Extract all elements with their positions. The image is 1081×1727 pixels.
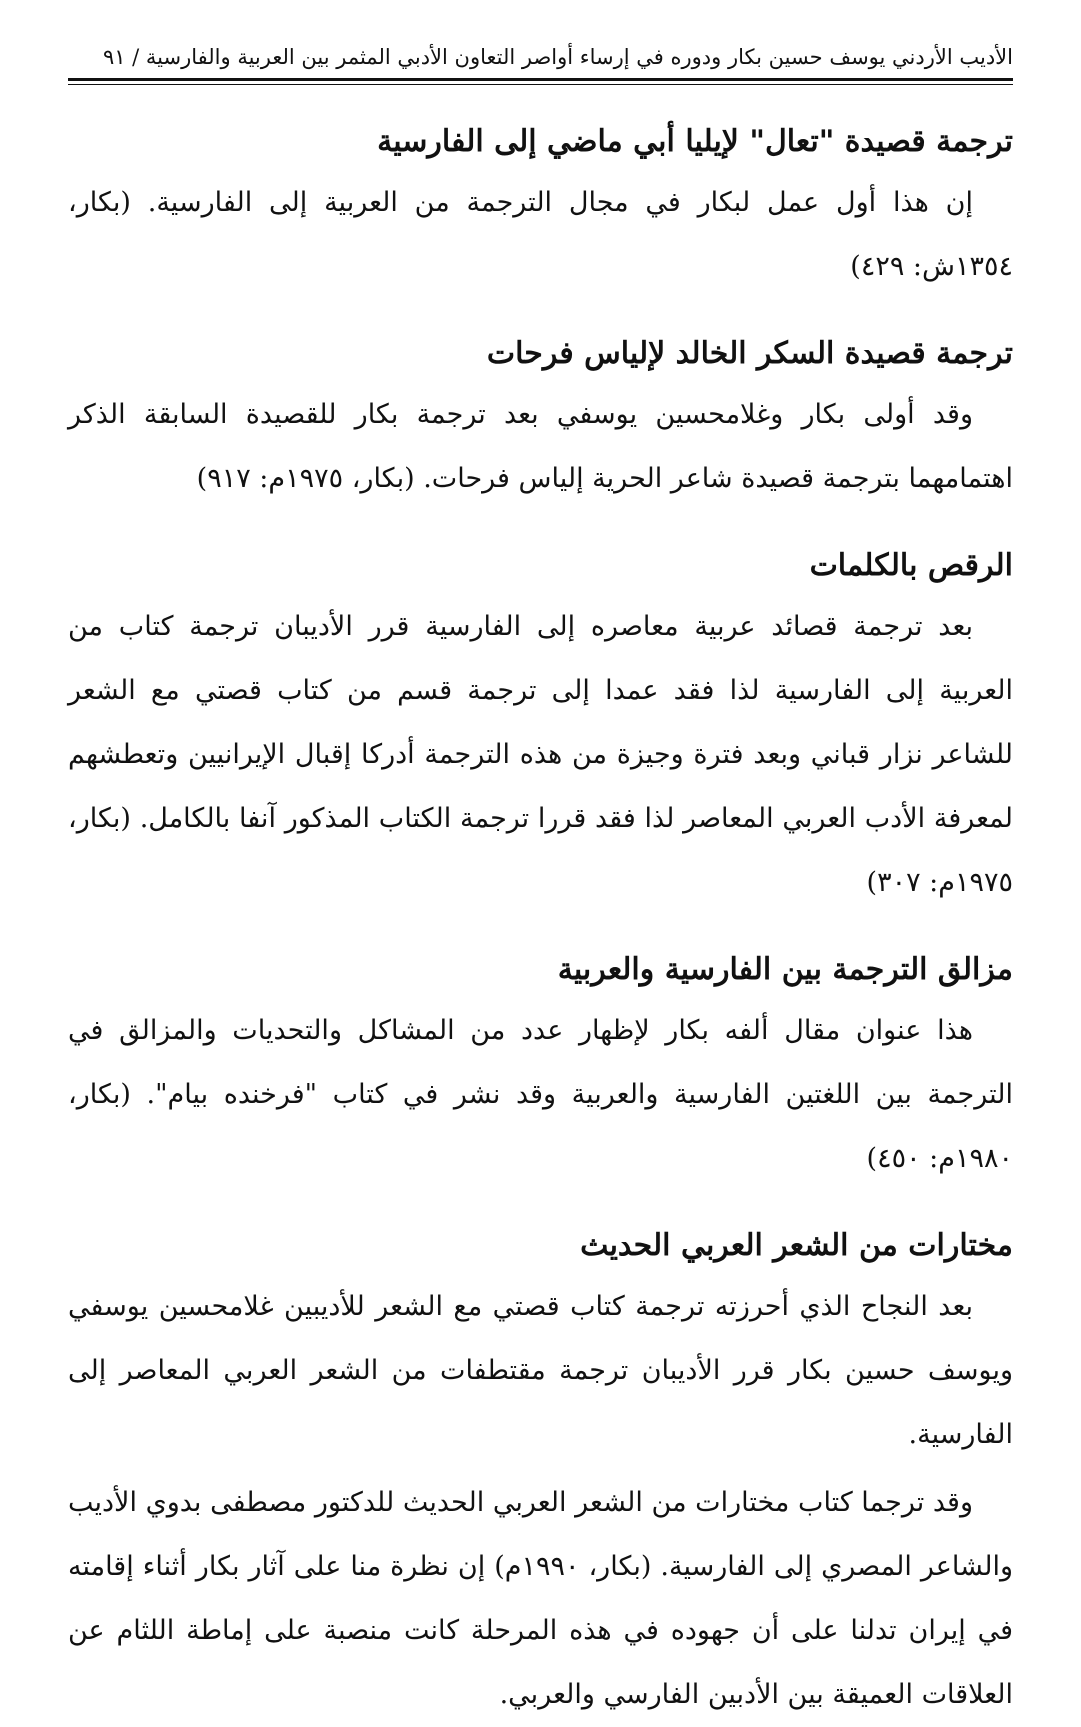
section-title: ترجمة قصيدة السكر الخالد لإلياس فرحات [486,336,1013,371]
paragraph: بعد النجاح الذي أحرزته ترجمة كتاب قصتي مع الشعر للأديبين غلامحسين يوسفي ويوسف حسين بكار قرر الأديبان ترجمة مقتطفات من الشعر العربي المعاصر إلى الفارسية. [68,1291,1013,1450]
paragraph: إن هذا أول عمل لبكار في مجال الترجمة من العربية إلى الفارسية. (بكار، ١٣٥٤ش: ٤٢٩) [68,187,1013,282]
section-title: مزالق الترجمة بين الفارسية والعربية [557,952,1013,987]
paragraph: هذا عنوان مقال ألفه بكار لإظهار عدد من المشاكل والتحديات والمزالق في الترجمة بين اللغتين الفارسية والعربية وقد نشر في كتاب "فرخنده بيام". (بكار، ١٩٨٠م: ٤٥٠) [68,1015,1013,1174]
section-ilia-abu-madi [68,113,1013,299]
section-elias-farhat [68,325,1013,511]
section-title: مختارات من الشعر العربي الحديث [580,1228,1013,1263]
running-head: الأديب الأردني يوسف حسين بكار ودوره في إرساء أواصر التعاون الأدبي المثمر بين العربية والفارسية / ٩١ [102,45,1013,69]
section-title: الرقص بالكلمات [809,548,1013,583]
paragraph: بعد ترجمة قصائد عربية معاصره إلى الفارسية قرر الأديبان ترجمة كتاب من العربية إلى الفارسية لذا فقد عمدا إلى ترجمة قسم من كتاب قصتي مع الشعر للشاعر نزار قباني وبعد فترة وجيزة من هذه الترجمة أدركا إقبال الإيرانيين وتعطشهم لمعرفة الأدب العربي المعاصر لذا فقد قررا ترجمة الكتاب المذكور آنفا بالكامل. (بكار، ١٩٧٥م: ٣٠٧) [68,611,1013,898]
paragraph: وقد ترجما كتاب مختارات من الشعر العربي الحديث للدكتور مصطفى بدوي الأديب والشاعر المصري إلى الفارسية. (بكار، ١٩٩٠م) إن نظرة منا على آثار بكار أثناء إقامته في إيران تدلنا على أن جهوده في هذه المرحلة كانت منصبة على إماطة اللثام عن العلاقات العميقة بين الأدبين الفارسي والعربي. [68,1487,1013,1710]
section-dancing-with-words [68,537,1013,915]
section-title: ترجمة قصيدة "تعال" لإيليا أبي ماضي إلى الفارسية [377,124,1013,159]
section-translation-pitfalls [68,941,1013,1191]
document-page [68,40,1013,1727]
paragraph: وقد أولى بكار وغلامحسين يوسفي بعد ترجمة بكار للقصيدة السابقة الذكر اهتمامهما بترجمة قصيدة شاعر الحرية إلياس فرحات. (بكار، ١٩٧٥م: ٩١٧) [68,399,1013,494]
header-divider [68,78,1013,85]
section-modern-arabic-poetry [68,1217,1013,1727]
